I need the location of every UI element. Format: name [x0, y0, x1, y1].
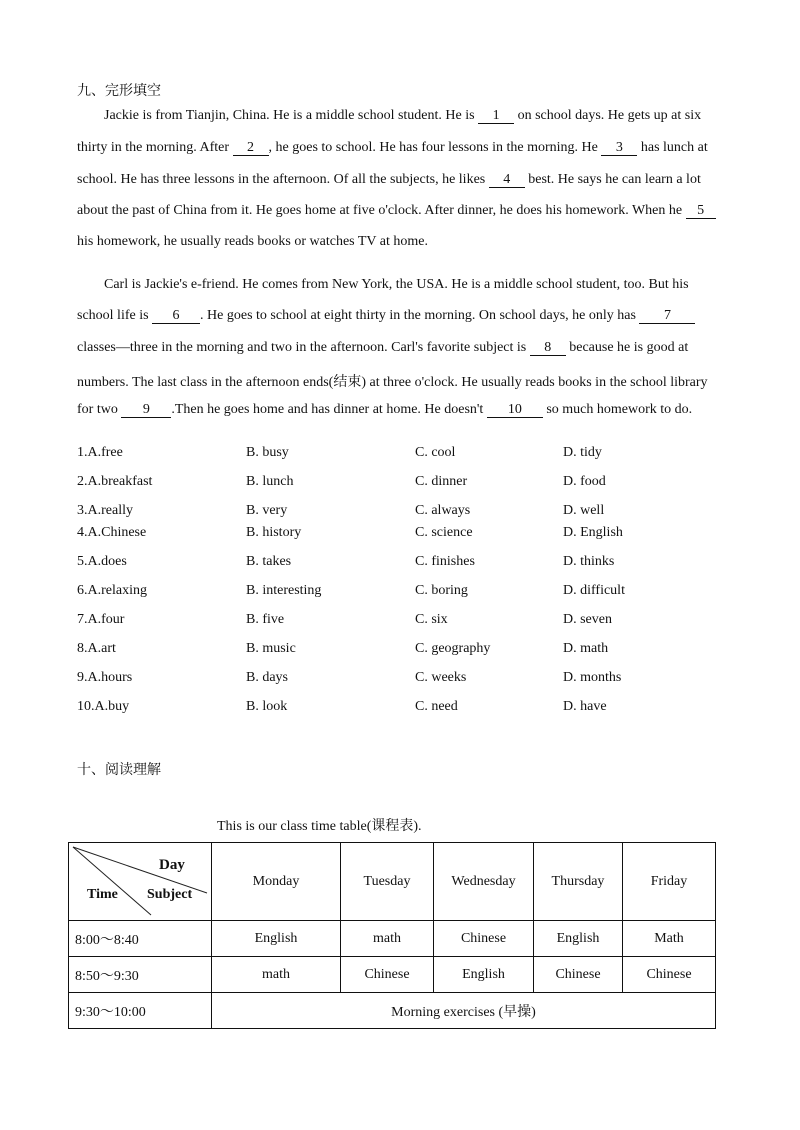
option-4d: D. English: [563, 525, 623, 540]
option-6d: D. difficult: [563, 583, 625, 598]
morning-exercises-cell: Morning exercises (早操): [212, 993, 716, 1029]
class-timetable: [68, 842, 716, 1029]
option-1a: 1.A.free: [77, 445, 123, 460]
option-7d: D. seven: [563, 612, 612, 627]
blank-2: 2: [233, 141, 269, 156]
passage-line: thirty in the morning. After 2 , he goes to school. He has four lessons in the morning. He 3 has lunch at: [77, 140, 708, 155]
option-10c: C. need: [415, 699, 458, 714]
subject-cell: Math: [623, 921, 716, 957]
header-day: Wednesday: [434, 843, 534, 921]
passage-line: numbers. The last class in the afternoon ends(结束) at three o'clock. He usually reads books in the school library: [77, 375, 708, 390]
blank-8: 8: [530, 341, 566, 356]
corner-day-label: Day: [159, 857, 185, 873]
option-4a: 4.A.Chinese: [77, 525, 147, 540]
option-9c: C. weeks: [415, 670, 467, 685]
option-2a: 2.A.breakfast: [77, 474, 153, 489]
blank-7: 7: [639, 309, 695, 324]
passage-line: for two 9 .Then he goes home and has dinner at home. He doesn't 10 so much homework to do.: [77, 402, 693, 417]
header-day: Thursday: [534, 843, 623, 921]
blank-9: 9: [121, 403, 171, 418]
subject-cell: Chinese: [534, 957, 623, 993]
time-cell: 9:30～10:00: [69, 993, 212, 1029]
option-3d: D. well: [563, 503, 605, 518]
table-row: [69, 921, 716, 957]
option-6a: 6.A.relaxing: [77, 583, 147, 598]
option-4c: C. science: [415, 525, 473, 540]
subject-cell: math: [212, 957, 341, 993]
subject-cell: English: [212, 921, 341, 957]
time-cell: 8:50～9:30: [69, 957, 212, 993]
passage-line: school life is 6 . He goes to school at eight thirty in the morning. On school days, he only has 7: [77, 308, 695, 324]
option-6c: C. boring: [415, 583, 468, 598]
option-7c: C. six: [415, 612, 448, 627]
option-9d: D. months: [563, 670, 622, 685]
passage-line: classes—three in the morning and two in the afternoon. Carl's favorite subject is 8 because he is good at: [77, 340, 689, 355]
option-8d: D. math: [563, 641, 609, 656]
option-7b: B. five: [246, 612, 285, 627]
corner-time-label: Time: [87, 887, 118, 902]
subject-cell: English: [434, 957, 534, 993]
blank-1: 1: [478, 109, 514, 124]
passage-line: Jackie is from Tianjin, China. He is a middle school student. He is 1 on school days. He gets up at six: [104, 108, 702, 123]
blank-3: 3: [601, 141, 637, 156]
option-5c: C. finishes: [415, 554, 475, 569]
option-10d: D. have: [563, 699, 607, 714]
passage-line: Carl is Jackie's e-friend. He comes from New York, the USA. He is a middle school student, too. But his: [104, 277, 689, 292]
option-9b: B. days: [246, 670, 288, 685]
blank-10: 10: [487, 403, 543, 418]
option-2c: C. dinner: [415, 474, 468, 489]
blank-4: 4: [489, 173, 525, 188]
passage-line: about the past of China from it. He goes home at five o'clock. After dinner, he does his homework. When he 5: [77, 203, 716, 219]
option-1b: B. busy: [246, 445, 289, 460]
option-5a: 5.A.does: [77, 554, 127, 569]
header-day: Tuesday: [341, 843, 434, 921]
option-8c: C. geography: [415, 641, 491, 656]
subject-cell: English: [534, 921, 623, 957]
blank-6: 6: [152, 309, 200, 324]
option-7a: 7.A.four: [77, 612, 125, 627]
option-8a: 8.A.art: [77, 641, 116, 656]
corner-subject-label: Subject: [147, 887, 193, 902]
diagonal-lines: [69, 843, 211, 921]
passage-line: school. He has three lessons in the afternoon. Of all the subjects, he likes 4 best. He says he can learn a lot: [77, 172, 701, 187]
option-3c: C. always: [415, 503, 471, 518]
subject-cell: Chinese: [623, 957, 716, 993]
option-1c: C. cool: [415, 445, 456, 460]
passage-line: his homework, he usually reads books or watches TV at home.: [77, 234, 428, 249]
option-3b: B. very: [246, 503, 288, 518]
option-4b: B. history: [246, 525, 302, 540]
option-2d: D. food: [563, 474, 606, 489]
subject-cell: Chinese: [434, 921, 534, 957]
header-day: Friday: [623, 843, 716, 921]
timetable-corner-cell: [69, 843, 212, 921]
section-10-title: 十、阅读理解: [77, 763, 161, 778]
option-3a: 3.A.really: [77, 503, 133, 518]
option-5d: D. thinks: [563, 554, 615, 569]
option-2b: B. lunch: [246, 474, 294, 489]
time-cell: 8:00～8:40: [69, 921, 212, 957]
section-9-title: 九、完形填空: [77, 84, 161, 99]
option-8b: B. music: [246, 641, 296, 656]
subject-cell: math: [341, 921, 434, 957]
table-row: [69, 957, 716, 993]
option-6b: B. interesting: [246, 583, 322, 598]
option-5b: B. takes: [246, 554, 292, 569]
subject-cell: Chinese: [341, 957, 434, 993]
option-9a: 9.A.hours: [77, 670, 133, 685]
header-day: Monday: [212, 843, 341, 921]
option-10b: B. look: [246, 699, 288, 714]
table-caption: This is our class time table(课程表).: [217, 819, 422, 834]
table-row: [69, 993, 716, 1029]
option-1d: D. tidy: [563, 445, 602, 460]
option-10a: 10.A.buy: [77, 699, 130, 714]
blank-5: 5: [686, 204, 716, 219]
